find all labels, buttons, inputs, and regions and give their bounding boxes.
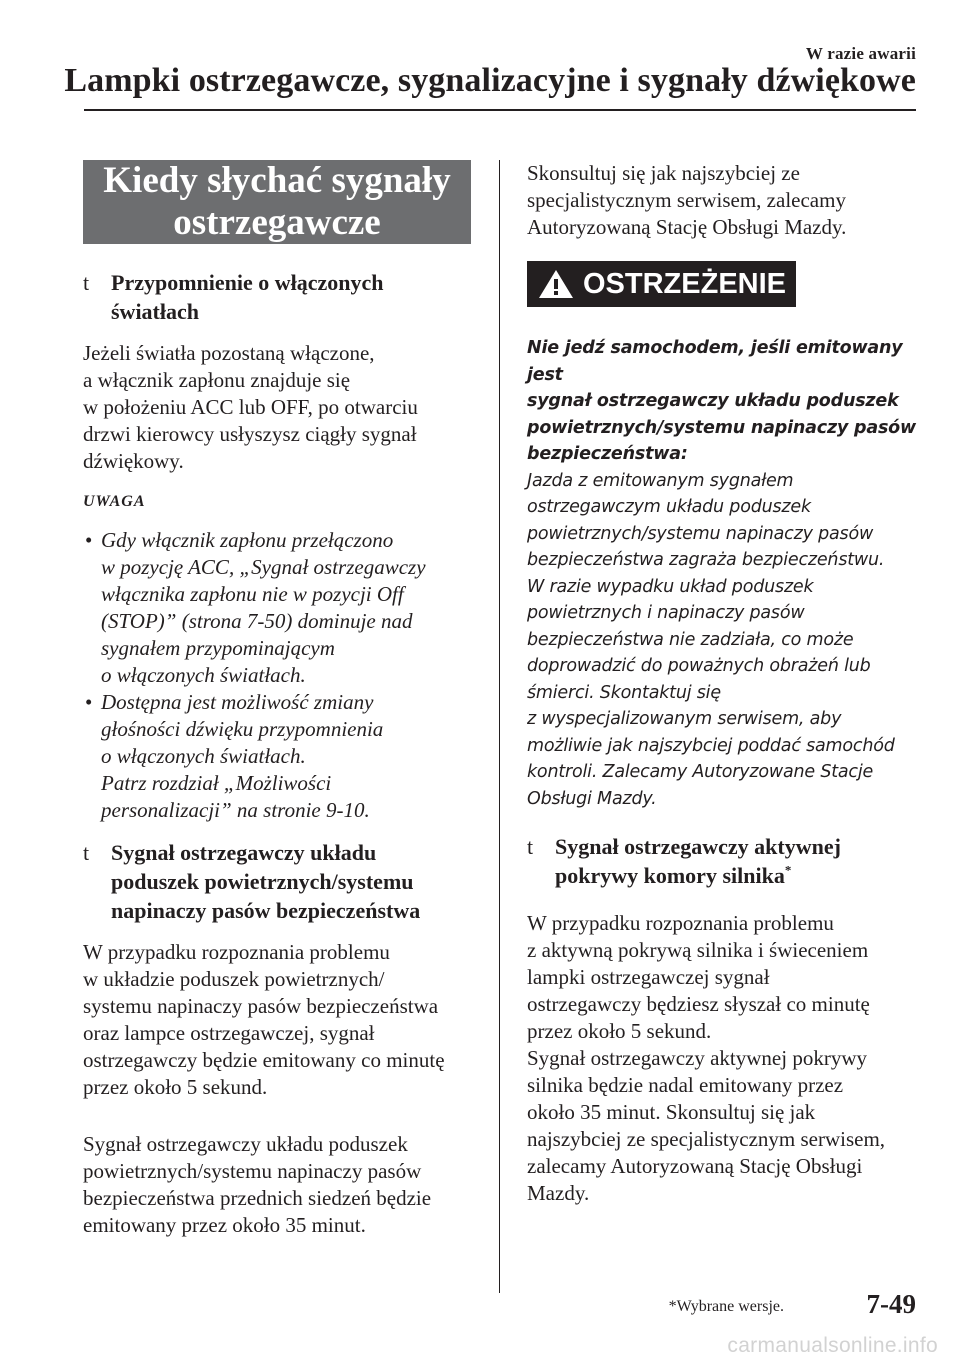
subheading-lights-reminder [83, 268, 473, 326]
page-title: Lampki ostrzegawcze, sygnalizacyjne i sygnały dźwiękowe [64, 62, 916, 99]
subheading-line: napinaczy pasów bezpieczeństwa [111, 898, 421, 923]
note-item [83, 689, 473, 824]
note-item [83, 527, 473, 689]
text-line: W razie wypadku układ poduszek [527, 576, 814, 597]
text-line: głośności dźwięku przypomnienia [101, 717, 384, 741]
section-title-line-2: ostrzegawcze [173, 202, 381, 243]
right-column [527, 160, 919, 1207]
text-line: emitowany przez około 35 minut. [83, 1213, 366, 1237]
text-line: a włącznik zapłonu znajduje się [83, 368, 351, 392]
page-number: 7-49 [866, 1289, 916, 1319]
column-divider [499, 160, 500, 1293]
text-line: o włączonych światłach. [101, 744, 306, 768]
text-line: Sygnał ostrzegawczy układu poduszek [83, 1132, 408, 1156]
text-line: kontroli. Zalecamy Autoryzowane Stacje [527, 762, 874, 782]
text-line: lampki ostrzegawczej sygnał [527, 965, 770, 989]
text-line: z aktywną pokrywą silnika i świeceniem [527, 938, 869, 962]
warning-label: OSTRZEŻENIE [582, 268, 786, 300]
subheading-text: pokrywy komory silnika [555, 863, 785, 888]
header-rule [84, 109, 916, 111]
text-line: specjalistycznym serwisem, zalecamy [527, 188, 846, 212]
text-line: Autoryzowaną Stację Obsługi Mazdy. [527, 215, 847, 239]
subheading-line: Przypomnienie o włączonych [111, 270, 384, 295]
section-title-line-1: Kiedy słychać sygnały [103, 160, 451, 201]
text-line: ostrzegawczym układu poduszek [527, 497, 811, 517]
subheading-marker: t [83, 840, 90, 865]
watermark: carmanualsonline.info [727, 1334, 938, 1357]
text-line: W przypadku rozpoznania problemu [83, 940, 390, 964]
text-line: Skonsultuj się jak najszybciej ze [527, 161, 800, 185]
subheading-line: Sygnał ostrzegawczy układu [111, 840, 377, 865]
section-banner [83, 160, 471, 244]
paragraph-airbag-signal [83, 939, 473, 1101]
text-line: powietrznych/systemu napinaczy pasów [83, 1159, 422, 1183]
text-line: bezpieczeństwa: [527, 444, 688, 464]
text-line: możliwie jak najszybciej poddać samochód [527, 735, 895, 756]
text-line: śmierci. Skontaktuj się [527, 682, 721, 703]
paragraph-consult-service [527, 160, 919, 241]
left-column [83, 160, 473, 1239]
note-title: UWAGA [83, 493, 146, 510]
text-line: personalizacji” na stronie 9-10. [101, 798, 370, 822]
paragraph-active-bonnet [527, 910, 919, 1207]
text-line: drzwi kierowcy usłyszysz ciągły sygnał [83, 422, 417, 446]
footer-note: *Wybrane wersje. [668, 1298, 784, 1315]
text-line: Jeżeli światła pozostaną włączone, [83, 341, 375, 365]
bullet: • [85, 528, 93, 552]
text-line: sygnałem przypominającym [101, 636, 335, 660]
text-line: w układzie poduszek powietrznych/ [83, 967, 385, 991]
subheading-marker: t [83, 270, 90, 295]
text-line: doprowadzić do poważnych obrażeń lub [527, 656, 871, 676]
text-line: sygnał ostrzegawczy układu poduszek [527, 391, 899, 411]
text-line: Nie jedź samochodem, jeśli emitowany jest [527, 338, 903, 385]
text-line: zalecamy Autoryzowaną Stację Obsługi [527, 1154, 863, 1178]
text-line: bezpieczeństwa nie zadziała, co może [527, 629, 854, 650]
text-line: Patrz rozdział „Możliwości [101, 771, 332, 795]
subheading-active-bonnet [527, 832, 919, 890]
subheading-airbag-signal [83, 838, 473, 925]
text-line: Sygnał ostrzegawczy aktywnej pokrywy [527, 1046, 867, 1070]
subheading-line: Sygnał ostrzegawczy aktywnej [555, 834, 841, 859]
text-line: W przypadku rozpoznania problemu [527, 911, 834, 935]
warning-lead [527, 335, 919, 468]
text-line: ostrzegawczy będziesz słyszał co minutę [527, 992, 870, 1016]
chapter-label: W razie awarii [805, 44, 916, 63]
warning-triangle-icon [537, 268, 575, 300]
text-line: Obsługi Mazdy. [527, 788, 657, 809]
optional-equipment-asterisk: * [784, 862, 792, 878]
text-line: Mazdy. [527, 1181, 590, 1205]
text-line: ostrzegawczy będzie emitowany co minutę [83, 1048, 445, 1072]
warning-banner [527, 261, 796, 307]
text-line: w pozycję ACC, „Sygnał ostrzegawczy [101, 555, 426, 579]
text-line: dźwiękowy. [83, 449, 184, 473]
subheading-line: poduszek powietrznych/systemu [111, 869, 414, 894]
text-line: przez około 5 sekund. [527, 1019, 712, 1043]
paragraph-lights-reminder [83, 340, 473, 475]
text-line: powietrznych i napinaczy pasów [527, 603, 805, 623]
paragraph-airbag-duration [83, 1131, 473, 1239]
text-line: powietrznych/systemu napinaczy pasów [527, 417, 916, 438]
warning-text [527, 335, 919, 812]
text-line: oraz lampce ostrzegawczej, sygnał [83, 1021, 375, 1045]
text-line: bezpieczeństwa przednich siedzeń będzie [83, 1186, 432, 1210]
text-line: Jazda z emitowanym sygnałem [527, 470, 794, 491]
text-line: powietrznych/systemu napinaczy pasów [527, 523, 874, 544]
text-line: z wyspecjalizowanym serwisem, aby [527, 709, 842, 729]
text-line: włącznika zapłonu nie w pozycji Off [101, 582, 404, 606]
bullet: • [85, 690, 93, 714]
text-line: Dostępna jest możliwość zmiany [101, 690, 374, 714]
text-line: bezpieczeństwa zagraża bezpieczeństwu. [527, 550, 885, 570]
text-line: systemu napinaczy pasów bezpieczeństwa [83, 994, 439, 1018]
text-line: (STOP)” (strona 7-50) dominuje nad [101, 609, 413, 633]
subheading-marker: t [527, 834, 534, 859]
text-line: najszybciej ze specjalistycznym serwisem, [527, 1127, 886, 1151]
text-line: Gdy włącznik zapłonu przełączono [101, 528, 394, 552]
warning-body [527, 468, 919, 813]
text-line: o włączonych światłach. [101, 663, 306, 687]
subheading-line: światłach [111, 299, 199, 324]
text-line: około 35 minut. Skonsultuj się jak [527, 1100, 816, 1124]
text-line: w położeniu ACC lub OFF, po otwarciu [83, 395, 418, 419]
text-line: silnika będzie nadal emitowany przez [527, 1073, 844, 1097]
text-line: przez około 5 sekund. [83, 1075, 268, 1099]
subheading-line [555, 861, 919, 890]
